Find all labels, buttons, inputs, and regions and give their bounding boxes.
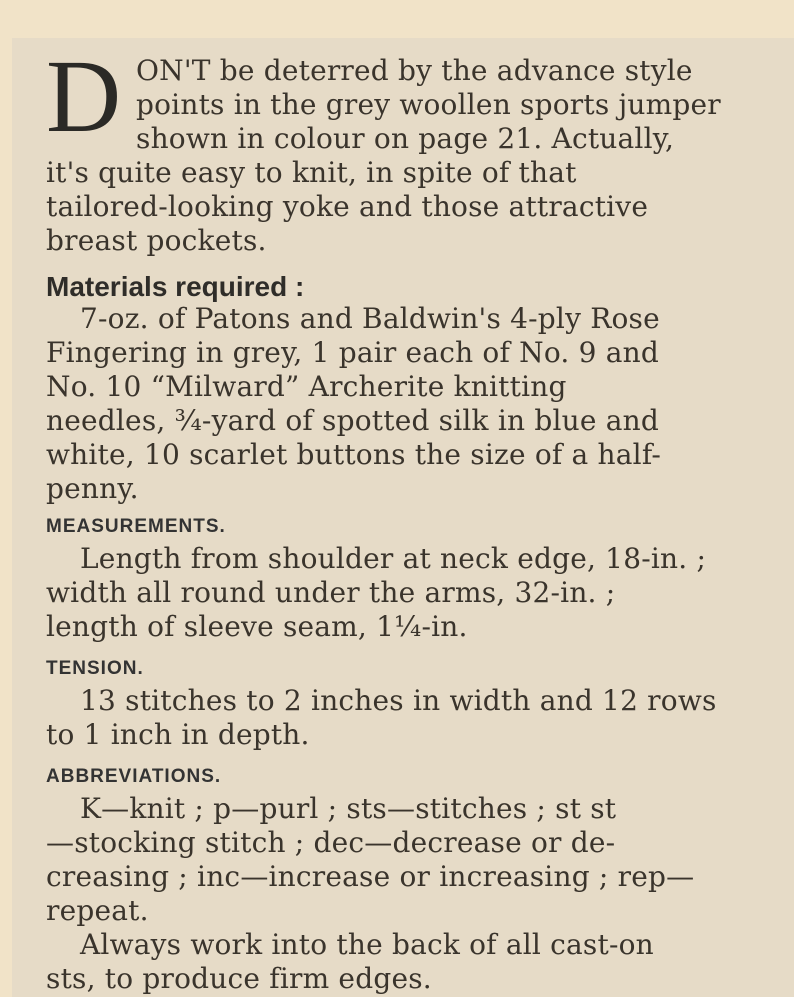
materials-line: Fingering in grey, 1 pair each of No. 9 and <box>46 336 659 369</box>
abbreviations-heading: ABBREVIATIONS. <box>46 766 222 787</box>
abbreviations-line: creasing ; inc—increase or increasing ; rep— <box>46 860 695 893</box>
materials-line: 7-oz. of Patons and Baldwin's 4-ply Rose <box>80 302 660 335</box>
intro-line: it's quite easy to knit, in spite of that <box>46 156 577 189</box>
intro-line: breast pockets. <box>46 224 267 257</box>
materials-line: penny. <box>46 472 139 505</box>
tension-line: to 1 inch in depth. <box>46 718 310 751</box>
abbreviations-line: Always work into the back of all cast-on <box>80 928 654 961</box>
measurements-heading: MEASUREMENTS. <box>46 516 226 537</box>
abbreviations-line: —stocking stitch ; dec—decrease or de- <box>46 826 616 859</box>
intro-line: shown in colour on page 21. Actually, <box>136 122 675 155</box>
measurements-line: width all round under the arms, 32-in. ; <box>46 576 616 609</box>
measurements-line: Length from shoulder at neck edge, 18-in. ; <box>80 542 707 575</box>
measurements-line: length of sleeve seam, 1¼-in. <box>46 610 468 643</box>
intro-line: tailored-looking yoke and those attractive <box>46 190 649 223</box>
intro-line: ON'T be deterred by the advance style <box>136 54 693 87</box>
drop-cap: D <box>46 39 122 154</box>
abbreviations-line: K—knit ; p—purl ; sts—stitches ; st st <box>80 792 617 825</box>
article-content <box>46 39 776 995</box>
abbreviations-line: repeat. <box>46 894 149 927</box>
tension-heading: TENSION. <box>46 658 144 679</box>
materials-line: needles, ¾-yard of spotted silk in blue and <box>46 404 659 437</box>
tension-line: 13 stitches to 2 inches in width and 12 rows <box>80 684 717 717</box>
abbreviations-line: sts, to produce firm edges. <box>46 962 432 995</box>
materials-line: white, 10 scarlet buttons the size of a half- <box>46 438 662 471</box>
article-page <box>12 38 794 997</box>
intro-line: points in the grey woollen sports jumper <box>136 88 721 121</box>
intro-paragraph <box>46 39 776 257</box>
materials-line: No. 10 “Milward” Archerite knitting <box>46 370 567 403</box>
materials-heading: Materials required : <box>46 271 305 302</box>
